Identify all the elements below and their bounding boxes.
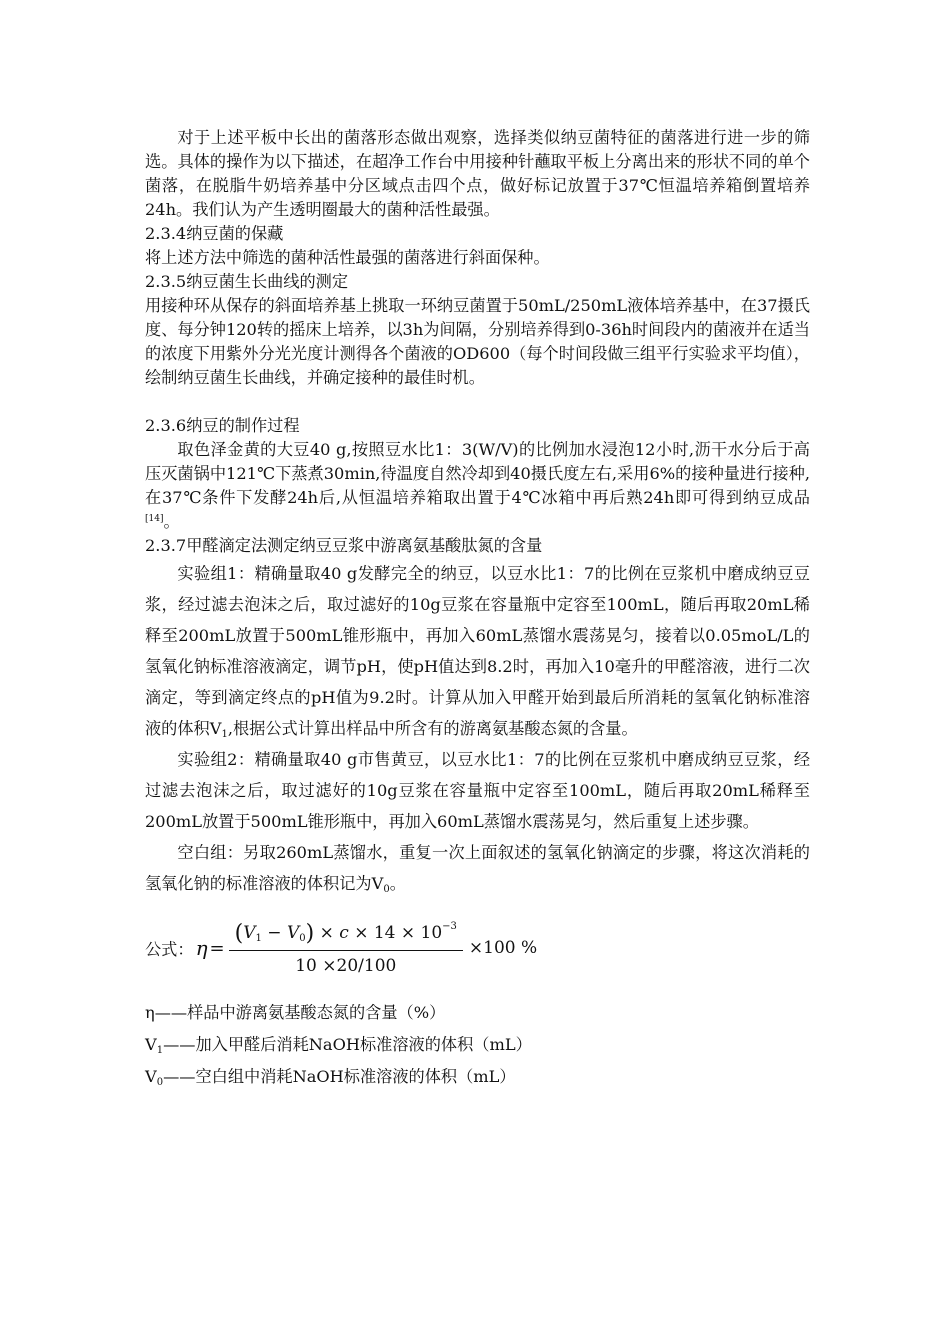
formula-tail: ×100 %: [468, 938, 538, 958]
paragraph-text: 空白组：另取260mL蒸馏水，重复一次上面叙述的氢氧化钠滴定的步骤，将这次消耗的氢氧化钠的标准溶液的体积记为V: [145, 843, 810, 893]
paragraph-preservation: [145, 246, 810, 270]
paragraph-text-end: 。: [163, 512, 180, 531]
section-heading-2-3-4: [145, 222, 810, 246]
numerator-terms: × 14 × 10: [354, 922, 443, 943]
paragraph-text: 实验组2：精确量取40 g市售黄豆，以豆水比1：7的比例在豆浆机中磨成纳豆豆浆，经过滤去泡沫之后，取过滤好的10g豆浆在容量瓶中定容至100mL，随后再取20mL稀释至200mL放置于500mL锥形瓶中，再加入60mL蒸馏水震荡晃匀，然后重复上述步骤。: [145, 750, 811, 831]
paragraph-text-end: 。: [389, 874, 406, 893]
formula: [145, 913, 810, 983]
formula-equals: =: [209, 937, 225, 959]
legend-text: ——空白组中消耗NaOH标准溶液的体积（mL）: [163, 1067, 516, 1086]
times-sign: ×: [319, 922, 334, 943]
paragraph-experiment-group-1: [145, 558, 810, 744]
paragraph-text-end: ,根据公式计算出样品中所含有的游离氨基酸态氮的含量。: [227, 719, 638, 738]
formula-numerator: [229, 921, 463, 950]
paragraph-colony-screening: [145, 126, 810, 222]
legend-subscript: 0: [156, 1077, 164, 1088]
legend-symbol: V: [145, 1035, 157, 1054]
var-c: c: [339, 922, 349, 943]
paragraph-text: 取色泽金黄的大豆40 g,按照豆水比1：3(W/V)的比例加水浸泡12小时,沥干水分后于高压灭菌锅中121℃下蒸煮30min,待温度自然冷却到40摄氏度左右,采用6%的接种量进行接种,在37℃条件下发酵24h后,从恒温培养箱取出置于4℃冰箱中再后熟24h即可得到纳豆成品: [145, 440, 810, 507]
heading-text: 2.3.6纳豆的制作过程: [145, 416, 300, 435]
legend-eta: [145, 997, 810, 1029]
formula-fraction: [229, 921, 463, 976]
subscript: 0: [383, 884, 390, 895]
exponent: −3: [442, 920, 457, 932]
heading-text: 2.3.7甲醛滴定法测定纳豆豆浆中游离氨基酸肽氮的含量: [145, 536, 543, 555]
legend-symbol: V: [145, 1067, 157, 1086]
paragraph-text: 用接种环从保存的斜面培养基上挑取一环纳豆菌置于50mL/250mL液体培养基中，在37摄氏度、每分钟120转的摇床上培养，以3h为间隔，分别培养得到0-36h时间段内的菌液并在适当的浓度下用紫外分光光度计测得各个菌液的OD600（每个时间段做三组平行实验求平均值），绘制纳豆菌生长曲线，并确定接种的最佳时机。: [145, 296, 810, 387]
legend-subscript: 1: [156, 1045, 164, 1056]
legend-text: η——样品中游离氨基酸态氮的含量（%）: [145, 1003, 446, 1022]
heading-text: 2.3.4纳豆菌的保藏: [145, 224, 284, 243]
var-v0: V: [286, 922, 300, 943]
var-v1: V: [243, 922, 256, 943]
minus-sign: −: [267, 922, 282, 943]
formula-label: 公式：: [145, 940, 194, 959]
formula-legend: [145, 997, 810, 1093]
var-v0-sub: 0: [299, 932, 306, 944]
document-body: [145, 126, 810, 1093]
section-heading-2-3-6: [145, 414, 810, 438]
paren-close: ): [305, 920, 315, 946]
paragraph-text: 对于上述平板中长出的菌落形态做出观察，选择类似纳豆菌特征的菌落进行进一步的筛选。具体的操作为以下描述，在超净工作台中用接种针蘸取平板上分离出来的形状不同的单个菌落，在脱脂牛奶培养基中分区域点击四个点，做好标记放置于37℃恒温培养箱倒置培养24h。我们认为产生透明圈最大的菌种活性最强。: [145, 128, 810, 219]
paragraph-growth-curve: [145, 294, 810, 390]
citation-ref: [14]: [145, 514, 164, 524]
heading-text: 2.3.5纳豆菌生长曲线的测定: [145, 272, 349, 291]
paragraph-text: 实验组1：精确量取40 g发酵完全的纳豆，以豆水比1：7的比例在豆浆机中磨成纳豆豆浆，经过滤去泡沫之后，取过滤好的10g豆浆在容量瓶中定容至100mL，随后再取20mL稀释至200mL放置于500mL锥形瓶中，再加入60mL蒸馏水震荡晃匀，接着以0.05moL/L的氢氧化钠标准溶液滴定，调节pH，使pH值达到8.2时，再加入10毫升的甲醛溶液，进行二次滴定，等到滴定终点的pH值为9.2时。计算从加入甲醛开始到最后所消耗的氢氧化钠标准溶液的体积V: [145, 564, 810, 738]
paragraph-natto-production: [145, 438, 810, 534]
legend-v1: [145, 1029, 810, 1061]
section-heading-2-3-7: [145, 534, 810, 558]
paragraph-experiment-group-2: [145, 744, 810, 837]
paragraph-text: 将上述方法中筛选的菌种活性最强的菌落进行斜面保种。: [145, 248, 550, 267]
paragraph-blank-group: [145, 837, 810, 899]
subscript: 1: [221, 729, 228, 740]
formula-eta: η: [195, 936, 208, 960]
section-heading-2-3-5: [145, 270, 810, 294]
legend-text: ——加入甲醛后消耗NaOH标准溶液的体积（mL）: [163, 1035, 532, 1054]
formula-denominator: 10 ×20/100: [295, 955, 397, 976]
paren-open: (: [234, 920, 244, 946]
legend-v0: [145, 1061, 810, 1093]
var-v1-sub: 1: [255, 932, 262, 944]
blank-line: [145, 390, 810, 414]
